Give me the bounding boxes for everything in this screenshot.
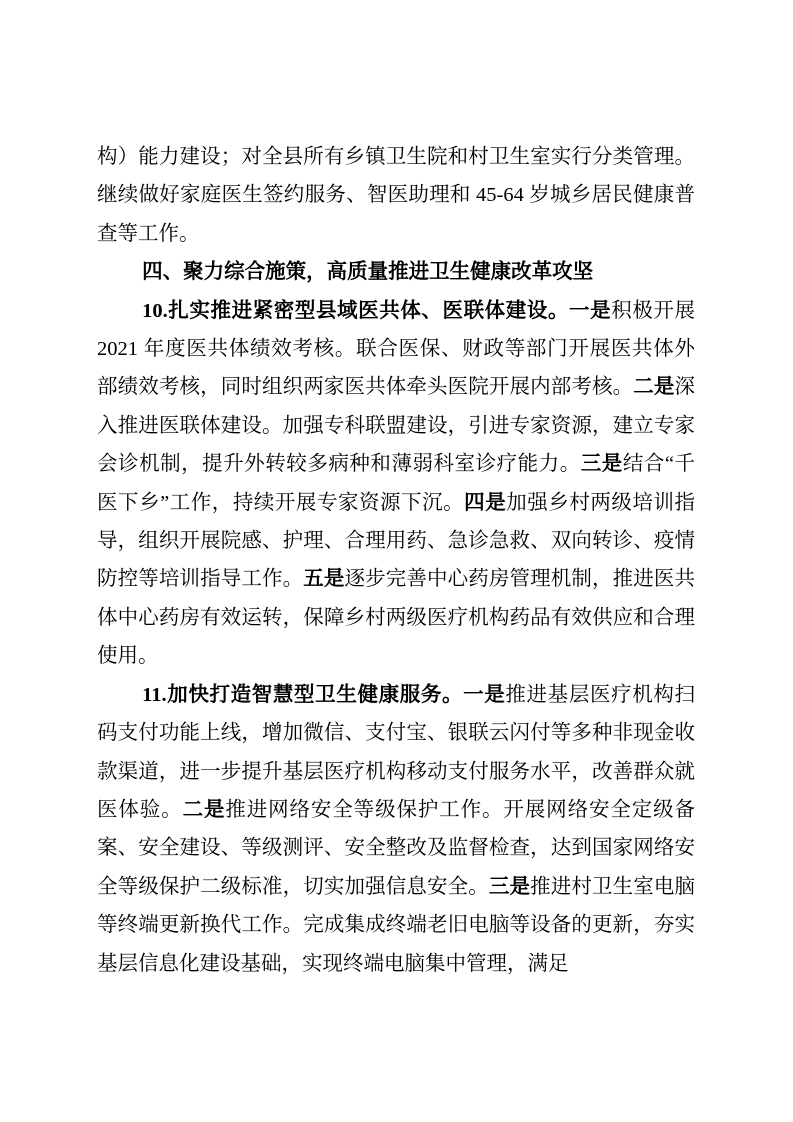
bold-run: 三是 <box>488 875 531 898</box>
paragraph-continued-from-previous-page <box>97 138 695 253</box>
bold-run: 三是 <box>580 453 623 476</box>
bold-run: 10.扎实推进紧密型县域医共体、医联体建设。一是 <box>142 299 612 322</box>
text-run: 构）能力建设；对全县所有乡镇卫生院和村卫生室实行分类管理。继续做好家庭医生签约服务、智医助理和 45-64 岁城乡居民健康普查等工作。 <box>97 146 695 245</box>
bold-run: 二是 <box>633 376 675 399</box>
document-body <box>97 138 695 983</box>
text-run: 推进村卫生室电脑等终端更新换代工作。完成集成终端老旧电脑等设备的更新，夯实基层信息化建设基础，实现终端电脑集中管理，满足 <box>97 875 695 975</box>
text-run: 加强乡村两级培训指导，组织开展院感、护理、合理用药、急诊急救、双向转诊、疫情防控等培训指导工作。 <box>97 491 696 591</box>
text-run: 深入推进医联体建设。加强专科联盟建设，引进专家资源，建立专家会诊机制，提升外转较多病种和薄弱科室诊疗能力。 <box>97 376 695 476</box>
section-heading-4 <box>97 253 695 291</box>
bold-run: 四是 <box>464 491 507 514</box>
bold-run: 11.加快打造智慧型卫生健康服务。一是 <box>142 683 506 706</box>
paragraph-item-11 <box>97 676 695 983</box>
text-run: 推进基层医疗机构扫码支付功能上线，增加微信、支付宝、银联云闪付等多种非现金收款渠道，进一步提升基层医疗机构移动支付服务水平，改善群众就医体验。 <box>97 683 695 821</box>
text-run: 积极开展 2021 年度医共体绩效考核。联合医保、财政等部门开展医共体外部绩效考核，同时组织两家医共体牵头医院开展内部考核。 <box>97 299 696 399</box>
bold-run: 四、聚力综合施策，高质量推进卫生健康改革攻坚 <box>142 261 594 284</box>
text-run: 结合“千医下乡”工作，持续开展专家资源下沉。 <box>97 453 696 514</box>
text-run: 逐步完善中心药房管理机制，推进医共体中心药房有效运转，保障乡村两级医疗机构药品有效供应和合理使用。 <box>97 568 695 668</box>
text-run: 推进网络安全等级保护工作。开展网络安全定级备案、安全建设、等级测评、安全整改及监督检查，达到国家网络安全等级保护二级标准，切实加强信息安全。 <box>97 798 696 898</box>
bold-run: 二是 <box>182 798 226 821</box>
paragraph-item-10 <box>97 292 695 676</box>
bold-run: 五是 <box>303 568 345 591</box>
